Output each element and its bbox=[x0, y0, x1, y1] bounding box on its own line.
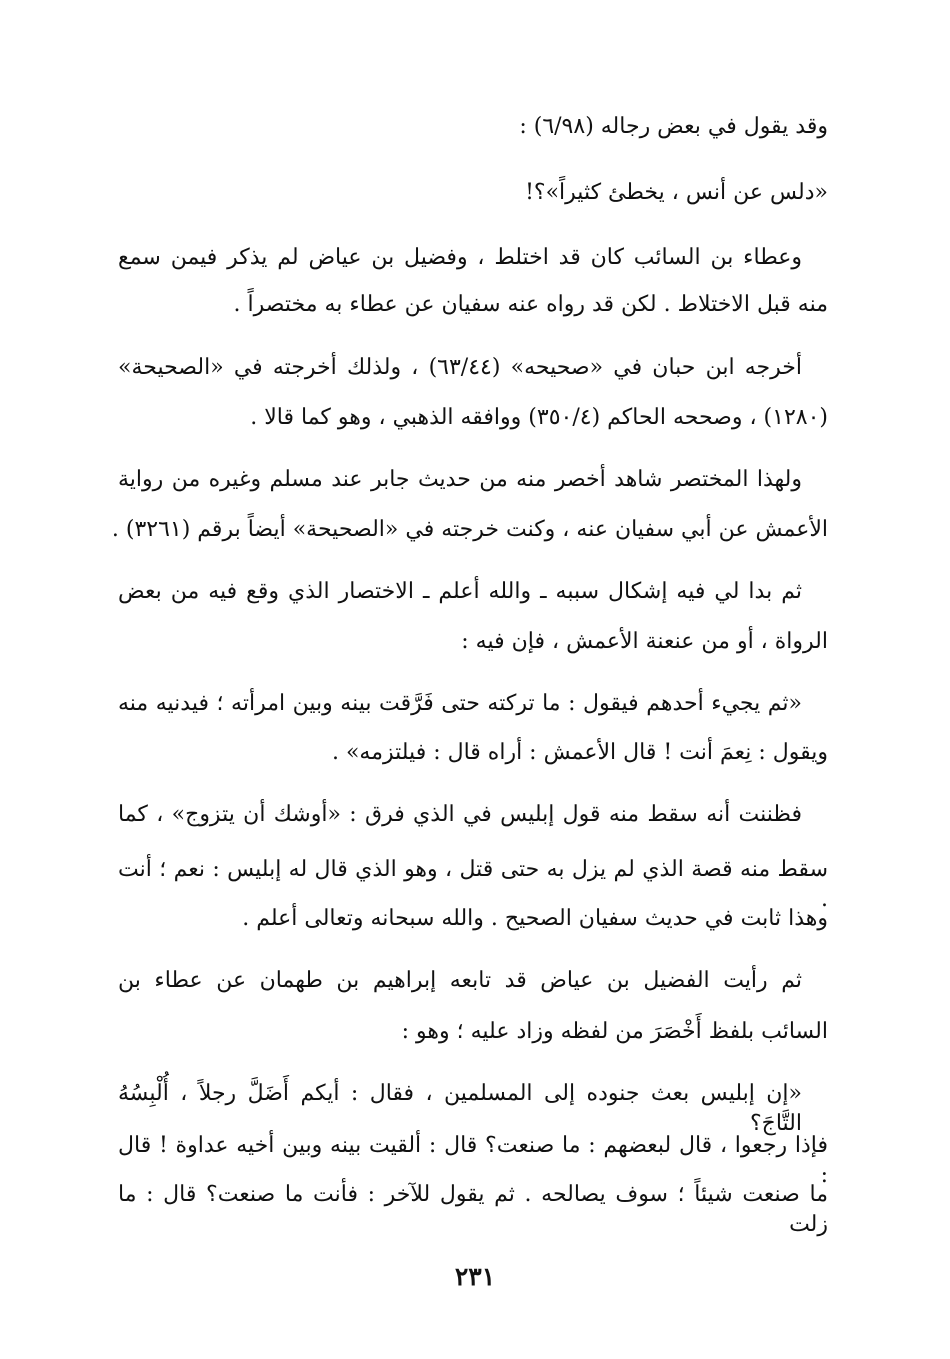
text-line: «إن إبليس بعث جنوده إلى المسلمين ، فقال : أيكم أَضَلَّ رجلاً ، أُلْبِسُهُ التَّاجَ؟ bbox=[118, 1081, 802, 1136]
text-line: الأعمش عن أبي سفيان عنه ، وكنت خرجته في «الصحيحة» أيضاً برقم (٣٢٦١) . bbox=[111, 517, 828, 542]
text-line: (١٢٨٠) ، وصححه الحاكم (٣٥٠/٤) ووافقه الذهبي ، وهو كما قالا . bbox=[250, 405, 828, 430]
text-line: «ثم يجيء أحدهم فيقول : ما تركته حتى فَرَّقت بينه وبين امرأته ؛ فيدنيه منه bbox=[118, 691, 802, 716]
text-line: وقد يقول في بعض رجاله (٦/٩٨) : bbox=[519, 114, 828, 139]
text-line: ثم بدا لي فيه إشكال سببه ـ والله أعلم ـ الاختصار الذي وقع فيه من بعض bbox=[118, 579, 802, 604]
text-line: ثم رأيت الفضيل بن عياض قد تابعه إبراهيم بن طهمان عن عطاء بن bbox=[118, 968, 802, 993]
text-line: ولهذا المختصر شاهد أخصر منه من حديث جابر عند مسلم وغيره من رواية bbox=[118, 467, 802, 492]
text-line: فإذا رجعوا ، قال لبعضهم : ما صنعت؟ قال : ألقيت بينه وبين أخيه عداوة ! قال : bbox=[118, 1133, 828, 1188]
text-line: السائب بلفظ أَخْصَرَ من لفظه وزاد عليه ؛ وهو : bbox=[401, 1019, 828, 1044]
text-line: وعطاء بن السائب كان قد اختلط ، وفضيل بن عياض لم يذكر فيمن سمع bbox=[118, 245, 802, 270]
text-line: فظننت أنه سقط منه قول إبليس في الذي فرق : «أوشك أن يتزوج» ، كما bbox=[118, 802, 802, 827]
text-line: «دلس عن أنس ، يخطئ كثيراً»؟! bbox=[525, 180, 828, 205]
text-line: منه قبل الاختلاط . لكن قد رواه عنه سفيان عن عطاء به مختصراً . bbox=[233, 292, 828, 317]
page-number: ٢٣١ bbox=[454, 1262, 496, 1291]
text-line: الرواة ، أو من عنعنة الأعمش ، فإن فيه : bbox=[461, 629, 828, 654]
text-line: ما صنعت شيئاً ؛ سوف يصالحه . ثم يقول للآخر : فأنت ما صنعت؟ قال : ما زلت bbox=[118, 1182, 828, 1237]
text-line: سقط منه قصة الذي لم يزل به حتى قتل ، وهو الذي قال له إبليس : نعم ؛ أنت . bbox=[118, 857, 828, 912]
text-line: ويقول : نِعمَ أنت ! قال الأعمش : أراه قال : فيلتزمه» . bbox=[331, 740, 828, 765]
text-line: وهذا ثابت في حديث سفيان الصحيح . والله سبحانه وتعالى أعلم . bbox=[242, 906, 828, 931]
text-line: أخرجه ابن حبان في «صحيحه» (٦٣/٤٤) ، ولذلك أخرجته في «الصحيحة» bbox=[118, 355, 802, 380]
